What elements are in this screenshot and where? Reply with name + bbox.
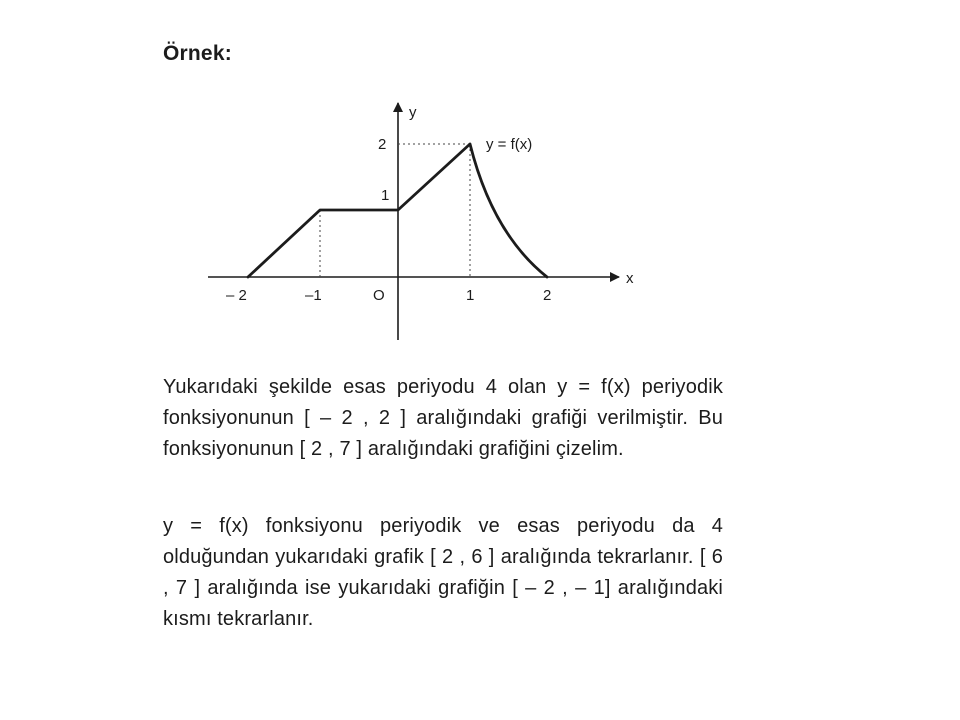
y-tick-label: 1 [381,187,390,204]
function-label: y = f(x) [486,136,533,153]
x-tick-label: 2 [543,287,552,304]
example-heading: Örnek: [163,42,232,65]
x-tick-label: –1 [305,287,322,304]
x-tick-label: 1 [466,287,475,304]
x-tick-label: – 2 [226,287,247,304]
y-axis-label: y [409,104,417,121]
x-axis-label: x [626,270,634,287]
paragraph-solution: y = f(x) fonksiyonu periyodik ve esas periyodu da 4 olduğundan yukarıdaki grafik [ 2 , 6 ] aralığında tekrarlanır. [ 6 , 7 ] aralığında ise yukarıdaki grafiğin [ – 2 , – 1] aralığındaki kısmı tekrarlanır. [163,515,723,630]
x-tick-label: O [373,287,385,304]
y-tick-label: 2 [378,136,387,153]
paragraph-problem: Yukarıdaki şekilde esas periyodu 4 olan y = f(x) periyodik fonksiyonunun [ – 2 , 2 ] aralığındaki grafiği verilmiştir. Bu fonksiyonunun [ 2 , 7 ] aralığındaki grafiğini çizelim. [163,376,723,460]
